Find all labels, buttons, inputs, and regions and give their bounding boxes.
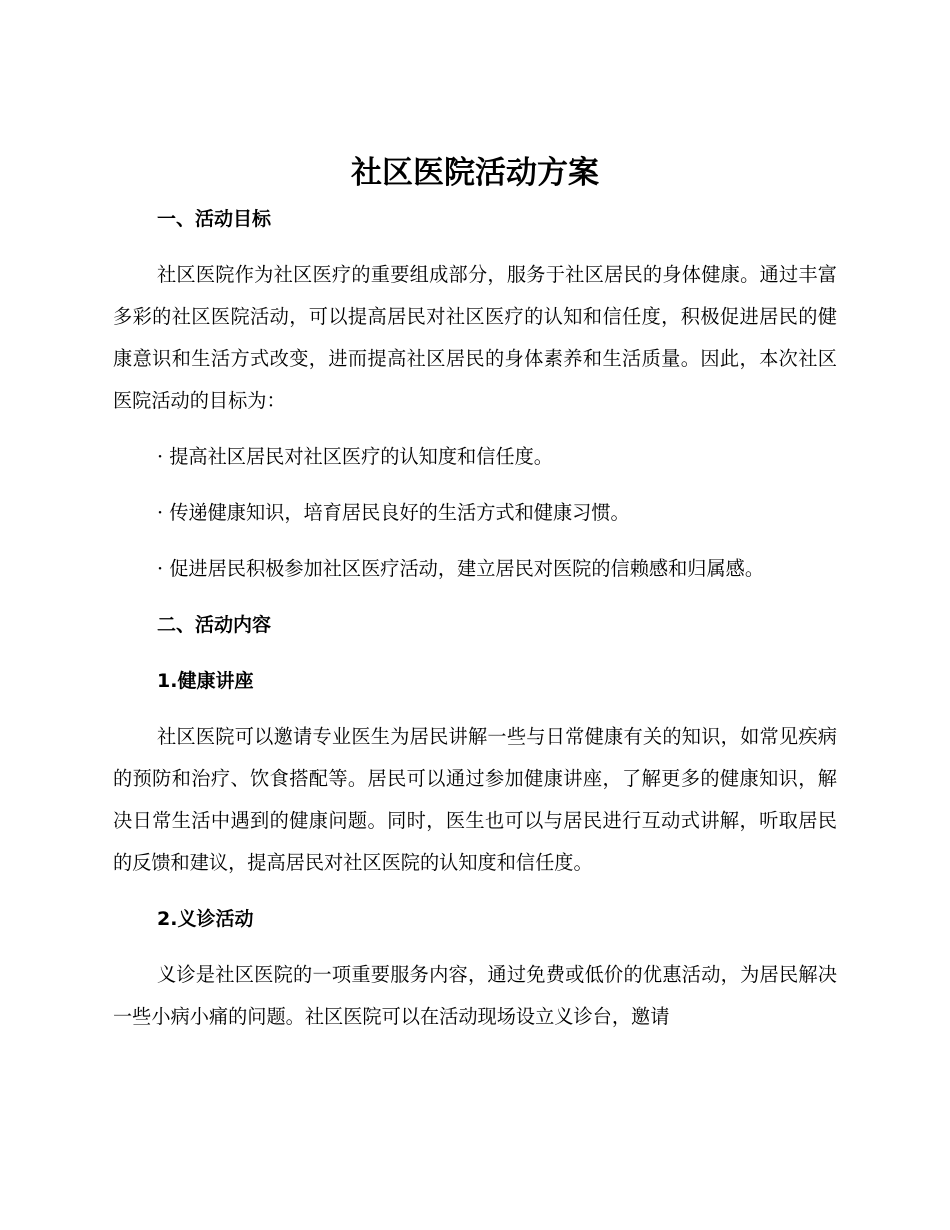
spacer xyxy=(113,534,837,548)
subheading-free-clinic: 2.义诊活动 xyxy=(157,908,254,930)
subheading-health-lecture: 1.健康讲座 xyxy=(157,670,254,692)
spacer xyxy=(113,590,837,604)
spacer xyxy=(113,940,837,954)
health-lecture-paragraph: 社区医院可以邀请专业医生为居民讲解一些与日常健康有关的知识，如常见疾病的预防和治疗、饮食搭配等。居民可以通过参加健康讲座，了解更多的健康知识，解决日常生活中遇到的健康问题。同时，医生也可以与居民进行互动式讲解，听取居民的反馈和建议，提高居民对社区医院的认知度和信任度。 xyxy=(113,725,837,874)
goal-item-1: · 提高社区居民对社区医疗的认知度和信任度。 xyxy=(157,445,553,468)
goal-item-3: · 促进居民积极参加社区医疗活动，建立居民对医院的信赖感和归属感。 xyxy=(157,557,765,580)
spacer xyxy=(113,422,837,436)
free-clinic-paragraph: 义诊是社区医院的一项重要服务内容，通过免费或低价的优惠活动，为居民解决一些小病小痛的问题。社区医院可以在活动现场设立义诊台，邀请 xyxy=(113,963,837,1028)
section-heading-content: 二、活动内容 xyxy=(157,614,272,636)
spacer xyxy=(113,240,837,254)
document-title: 社区医院活动方案 xyxy=(351,155,599,191)
spacer xyxy=(113,884,837,898)
document-body xyxy=(113,198,837,1038)
goal-item-2: · 传递健康知识，培育居民良好的生活方式和健康习惯。 xyxy=(157,501,630,524)
spacer xyxy=(113,646,837,660)
goals-intro-paragraph: 社区医院作为社区医疗的重要组成部分，服务于社区居民的身体健康。通过丰富多彩的社区医院活动，可以提高居民对社区医疗的认知和信任度，积极促进居民的健康意识和生活方式改变，进而提高社区居民的身体素养和生活质量。因此，本次社区医院活动的目标为： xyxy=(113,263,837,412)
spacer xyxy=(113,478,837,492)
section-heading-goals: 一、活动目标 xyxy=(157,208,272,230)
spacer xyxy=(113,702,837,716)
